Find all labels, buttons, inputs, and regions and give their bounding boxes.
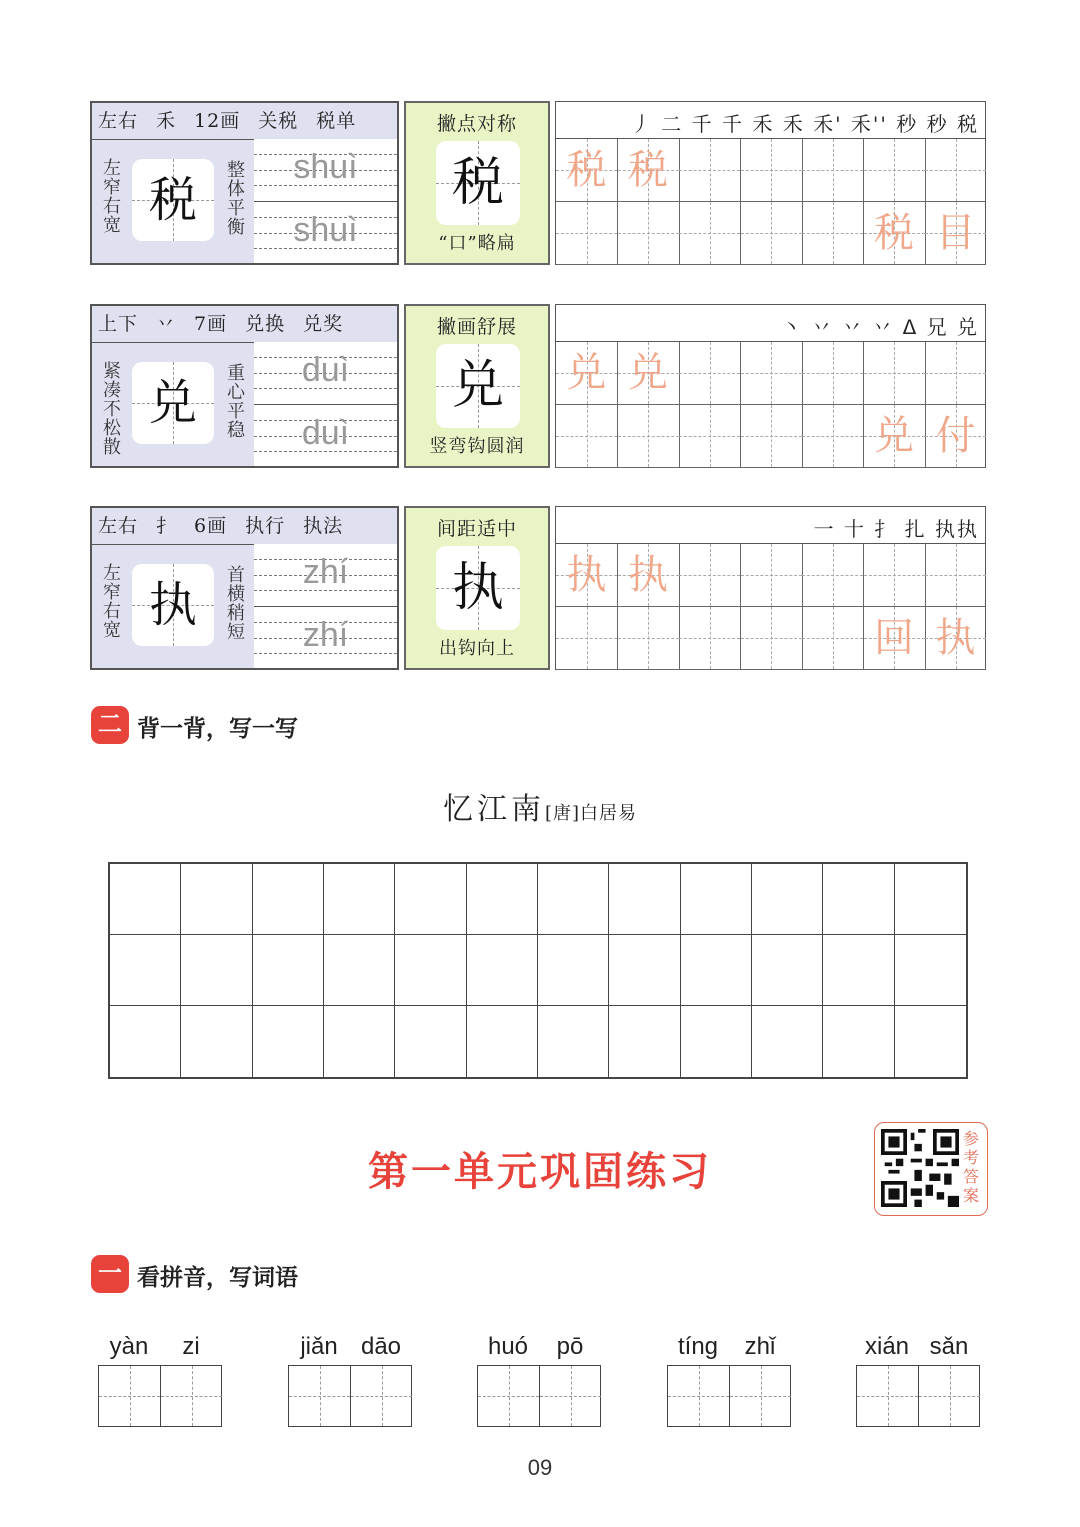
- char-info-item: 6画: [194, 515, 228, 537]
- poem-writing-cell[interactable]: [538, 935, 609, 1006]
- writing-cell[interactable]: [864, 607, 926, 670]
- section-badge: 二: [91, 706, 129, 744]
- poem-writing-cell[interactable]: [823, 935, 894, 1006]
- char-info-panel: [90, 506, 399, 670]
- stroke-order: 丿 二 千 千 禾 禾 禾' 禾'' 秒 秒 税: [630, 112, 979, 136]
- writing-cell[interactable]: [556, 139, 618, 202]
- poem-writing-cell[interactable]: [395, 1006, 466, 1077]
- poem-title: 忆江南: [442, 792, 545, 827]
- poem-writing-cell[interactable]: [823, 1006, 894, 1077]
- writing-cell[interactable]: [556, 544, 618, 607]
- poem-writing-cell[interactable]: [609, 864, 680, 935]
- writing-cell[interactable]: [618, 202, 680, 265]
- word-pinyin: dāo: [360, 1333, 402, 1360]
- trace-character: 兑: [566, 350, 607, 396]
- poem-writing-cell[interactable]: [895, 864, 966, 935]
- poem-writing-cell[interactable]: [538, 864, 609, 935]
- writing-cell[interactable]: [679, 202, 741, 265]
- structure-tip: 左窄右宽: [103, 158, 121, 236]
- balance-tip: 重心平稳: [227, 363, 245, 441]
- writing-cell[interactable]: [556, 607, 618, 670]
- writing-cell[interactable]: [618, 342, 680, 405]
- word-answer-box[interactable]: [856, 1365, 980, 1427]
- compare-character: 付: [935, 412, 976, 459]
- word-item: [856, 1333, 980, 1429]
- trace-character: 税: [566, 147, 607, 193]
- char-info-header: [92, 103, 397, 140]
- trace-character: 执: [566, 552, 607, 598]
- structure-tip: 左窄右宽: [103, 563, 121, 641]
- word-pinyin: pō: [556, 1333, 584, 1360]
- writing-cell[interactable]: [741, 202, 803, 265]
- model-character: 税: [132, 159, 214, 241]
- pinyin-trace: zhí: [302, 553, 349, 591]
- writing-cell[interactable]: [802, 139, 864, 202]
- writing-cell[interactable]: [802, 202, 864, 265]
- word-pinyin: zhǐ: [744, 1333, 776, 1360]
- pinyin-practice: [254, 139, 397, 263]
- key-point-panel: [404, 304, 550, 468]
- word-pinyin: jiǎn: [300, 1333, 338, 1360]
- char-info-item: 执行: [245, 515, 286, 537]
- writing-cell[interactable]: [864, 139, 926, 202]
- writing-cell[interactable]: [556, 405, 618, 468]
- poem-writing-cell[interactable]: [609, 1006, 680, 1077]
- writing-cell[interactable]: [741, 544, 803, 607]
- word-pinyin: zi: [182, 1333, 200, 1360]
- compare-character: 目: [935, 209, 976, 256]
- poem-writing-cell[interactable]: [181, 1006, 252, 1077]
- key-character: 兑: [436, 344, 520, 428]
- section-badge: 一: [91, 1255, 129, 1293]
- poem-writing-cell[interactable]: [752, 864, 823, 935]
- word-item: [477, 1333, 601, 1429]
- section-title: 看拼音，写词语: [137, 1265, 298, 1291]
- char-info-item: 12画: [194, 110, 241, 132]
- word-answer-box[interactable]: [98, 1365, 222, 1427]
- poem-writing-cell[interactable]: [110, 1006, 181, 1077]
- model-character: 兑: [132, 362, 214, 444]
- poem-writing-cell[interactable]: [895, 935, 966, 1006]
- poem-writing-cell[interactable]: [467, 864, 538, 935]
- writing-cell[interactable]: [679, 607, 741, 670]
- qr-label: 参考答案: [962, 1129, 979, 1205]
- writing-grid: [108, 862, 968, 1079]
- poem-writing-cell[interactable]: [253, 935, 324, 1006]
- compare-character: 兑: [874, 412, 914, 459]
- answer-qr[interactable]: [874, 1122, 988, 1216]
- key-note: 出钩向上: [439, 638, 515, 659]
- char-info-item: 扌: [156, 515, 177, 537]
- writing-cell[interactable]: [864, 405, 926, 468]
- pinyin-trace: zhí: [302, 616, 349, 654]
- writing-cell[interactable]: [556, 202, 618, 265]
- writing-cell[interactable]: [741, 342, 803, 405]
- writing-practice-grid: [555, 101, 986, 265]
- compare-character: 税: [874, 209, 914, 256]
- poem-writing-cell[interactable]: [181, 864, 252, 935]
- word-answer-box[interactable]: [477, 1365, 601, 1427]
- writing-cell[interactable]: [741, 405, 803, 468]
- word-pinyin: xián: [864, 1333, 910, 1360]
- trace-character: 税: [628, 147, 668, 193]
- char-info-panel: [90, 101, 399, 265]
- writing-cell[interactable]: [679, 139, 741, 202]
- poem-writing-cell[interactable]: [253, 1006, 324, 1077]
- pinyin-trace: shuì: [293, 148, 358, 186]
- writing-cell[interactable]: [864, 544, 926, 607]
- poem-writing-cell[interactable]: [395, 935, 466, 1006]
- writing-cell[interactable]: [556, 342, 618, 405]
- char-info-item: 丷: [156, 313, 177, 335]
- balance-tip: 首横稍短: [227, 565, 245, 643]
- model-character: 执: [132, 564, 214, 646]
- key-character: 执: [436, 546, 520, 630]
- char-info-header: [92, 508, 397, 545]
- word-pinyin: tíng: [677, 1333, 719, 1360]
- writing-cell[interactable]: [925, 342, 986, 405]
- poem-writing-cell[interactable]: [681, 864, 752, 935]
- char-info-item: 上下: [98, 313, 139, 335]
- writing-practice-grid: [555, 506, 986, 670]
- page-number: 09: [527, 1455, 553, 1480]
- poem-writing-cell[interactable]: [752, 1006, 823, 1077]
- poem-writing-cell[interactable]: [110, 935, 181, 1006]
- writing-cell[interactable]: [802, 342, 864, 405]
- writing-cell[interactable]: [802, 544, 864, 607]
- word-item: [288, 1333, 412, 1429]
- poem-writing-cell[interactable]: [752, 935, 823, 1006]
- compare-character: 回: [874, 614, 914, 661]
- compare-character: 执: [935, 614, 976, 661]
- poem-writing-cell[interactable]: [681, 1006, 752, 1077]
- section-title: 背一背，写一写: [137, 716, 298, 742]
- poem-writing-cell[interactable]: [467, 935, 538, 1006]
- poem-writing-cell[interactable]: [324, 864, 395, 935]
- word-pinyin: huó: [487, 1333, 529, 1360]
- writing-cell[interactable]: [864, 342, 926, 405]
- poem-writing-cell[interactable]: [395, 864, 466, 935]
- structure-tip: 紧凑不松散: [103, 361, 121, 458]
- poem-author: [唐]白居易: [544, 803, 638, 824]
- unit-title: 第一单元巩固练习: [368, 1149, 712, 1195]
- poem-heading: [0, 784, 1080, 828]
- poem-writing-cell[interactable]: [823, 864, 894, 935]
- poem-writing-cell[interactable]: [324, 1006, 395, 1077]
- char-info-item: 禾: [156, 110, 177, 132]
- poem-writing-cell[interactable]: [895, 1006, 966, 1077]
- pinyin-trace: duì: [301, 351, 350, 389]
- key-character: 税: [436, 141, 520, 225]
- writing-cell[interactable]: [679, 405, 741, 468]
- writing-cell[interactable]: [925, 405, 986, 468]
- pinyin-practice: [254, 342, 397, 466]
- writing-cell[interactable]: [618, 544, 680, 607]
- stroke-order: 一 十 扌 扎 执执: [813, 517, 979, 541]
- pinyin-trace: shuì: [293, 211, 358, 249]
- char-info-panel: [90, 304, 399, 468]
- writing-cell[interactable]: [618, 139, 680, 202]
- pinyin-practice: [254, 544, 397, 668]
- trace-character: 兑: [628, 350, 668, 396]
- char-info-item: 左右: [98, 515, 139, 537]
- writing-practice-grid: [555, 304, 986, 468]
- balance-tip: 整体平衡: [227, 160, 245, 238]
- poem-writing-cell[interactable]: [609, 935, 680, 1006]
- key-point: 撇点对称: [436, 113, 517, 135]
- writing-cell[interactable]: [925, 202, 986, 265]
- qr-code-icon: [881, 1129, 959, 1207]
- word-answer-box[interactable]: [288, 1365, 412, 1427]
- writing-cell[interactable]: [925, 607, 986, 670]
- writing-cell[interactable]: [741, 139, 803, 202]
- char-info-item: 兑换: [245, 313, 286, 335]
- word-pinyin: yàn: [109, 1333, 149, 1360]
- char-info-item: 执法: [303, 515, 344, 537]
- poem-writing-cell[interactable]: [253, 864, 324, 935]
- writing-cell[interactable]: [618, 607, 680, 670]
- word-pinyin: sǎn: [929, 1333, 969, 1360]
- trace-character: 执: [628, 552, 668, 598]
- writing-cell[interactable]: [925, 544, 986, 607]
- key-point-panel: [404, 506, 550, 670]
- poem-writing-cell[interactable]: [467, 1006, 538, 1077]
- pinyin-trace: duì: [301, 414, 350, 452]
- writing-cell[interactable]: [802, 405, 864, 468]
- writing-cell[interactable]: [864, 202, 926, 265]
- poem-writing-cell[interactable]: [538, 1006, 609, 1077]
- poem-writing-cell[interactable]: [681, 935, 752, 1006]
- key-point-panel: [404, 101, 550, 265]
- writing-cell[interactable]: [802, 607, 864, 670]
- char-info-item: 兑奖: [303, 313, 344, 335]
- writing-cell[interactable]: [618, 405, 680, 468]
- key-note: 竖弯钩圆润: [429, 436, 525, 457]
- poem-writing-cell[interactable]: [324, 935, 395, 1006]
- char-info-item: 关税: [258, 110, 299, 132]
- stroke-order: 丶 丷 丷 丷 ᐃ 兄 兑: [781, 315, 979, 339]
- char-info-item: 7画: [194, 313, 228, 335]
- poem-writing-cell[interactable]: [181, 935, 252, 1006]
- writing-cell[interactable]: [679, 544, 741, 607]
- writing-cell[interactable]: [925, 139, 986, 202]
- key-note: “口”略扁: [438, 233, 516, 254]
- key-point: 撇画舒展: [436, 316, 517, 338]
- word-answer-box[interactable]: [667, 1365, 791, 1427]
- writing-cell[interactable]: [679, 342, 741, 405]
- word-item: [667, 1333, 791, 1429]
- writing-cell[interactable]: [741, 607, 803, 670]
- key-point: 间距适中: [436, 518, 517, 540]
- poem-writing-cell[interactable]: [110, 864, 181, 935]
- char-info-item: 税单: [316, 110, 357, 132]
- char-info-item: 左右: [98, 110, 139, 132]
- char-info-header: [92, 306, 397, 343]
- word-item: [98, 1333, 222, 1429]
